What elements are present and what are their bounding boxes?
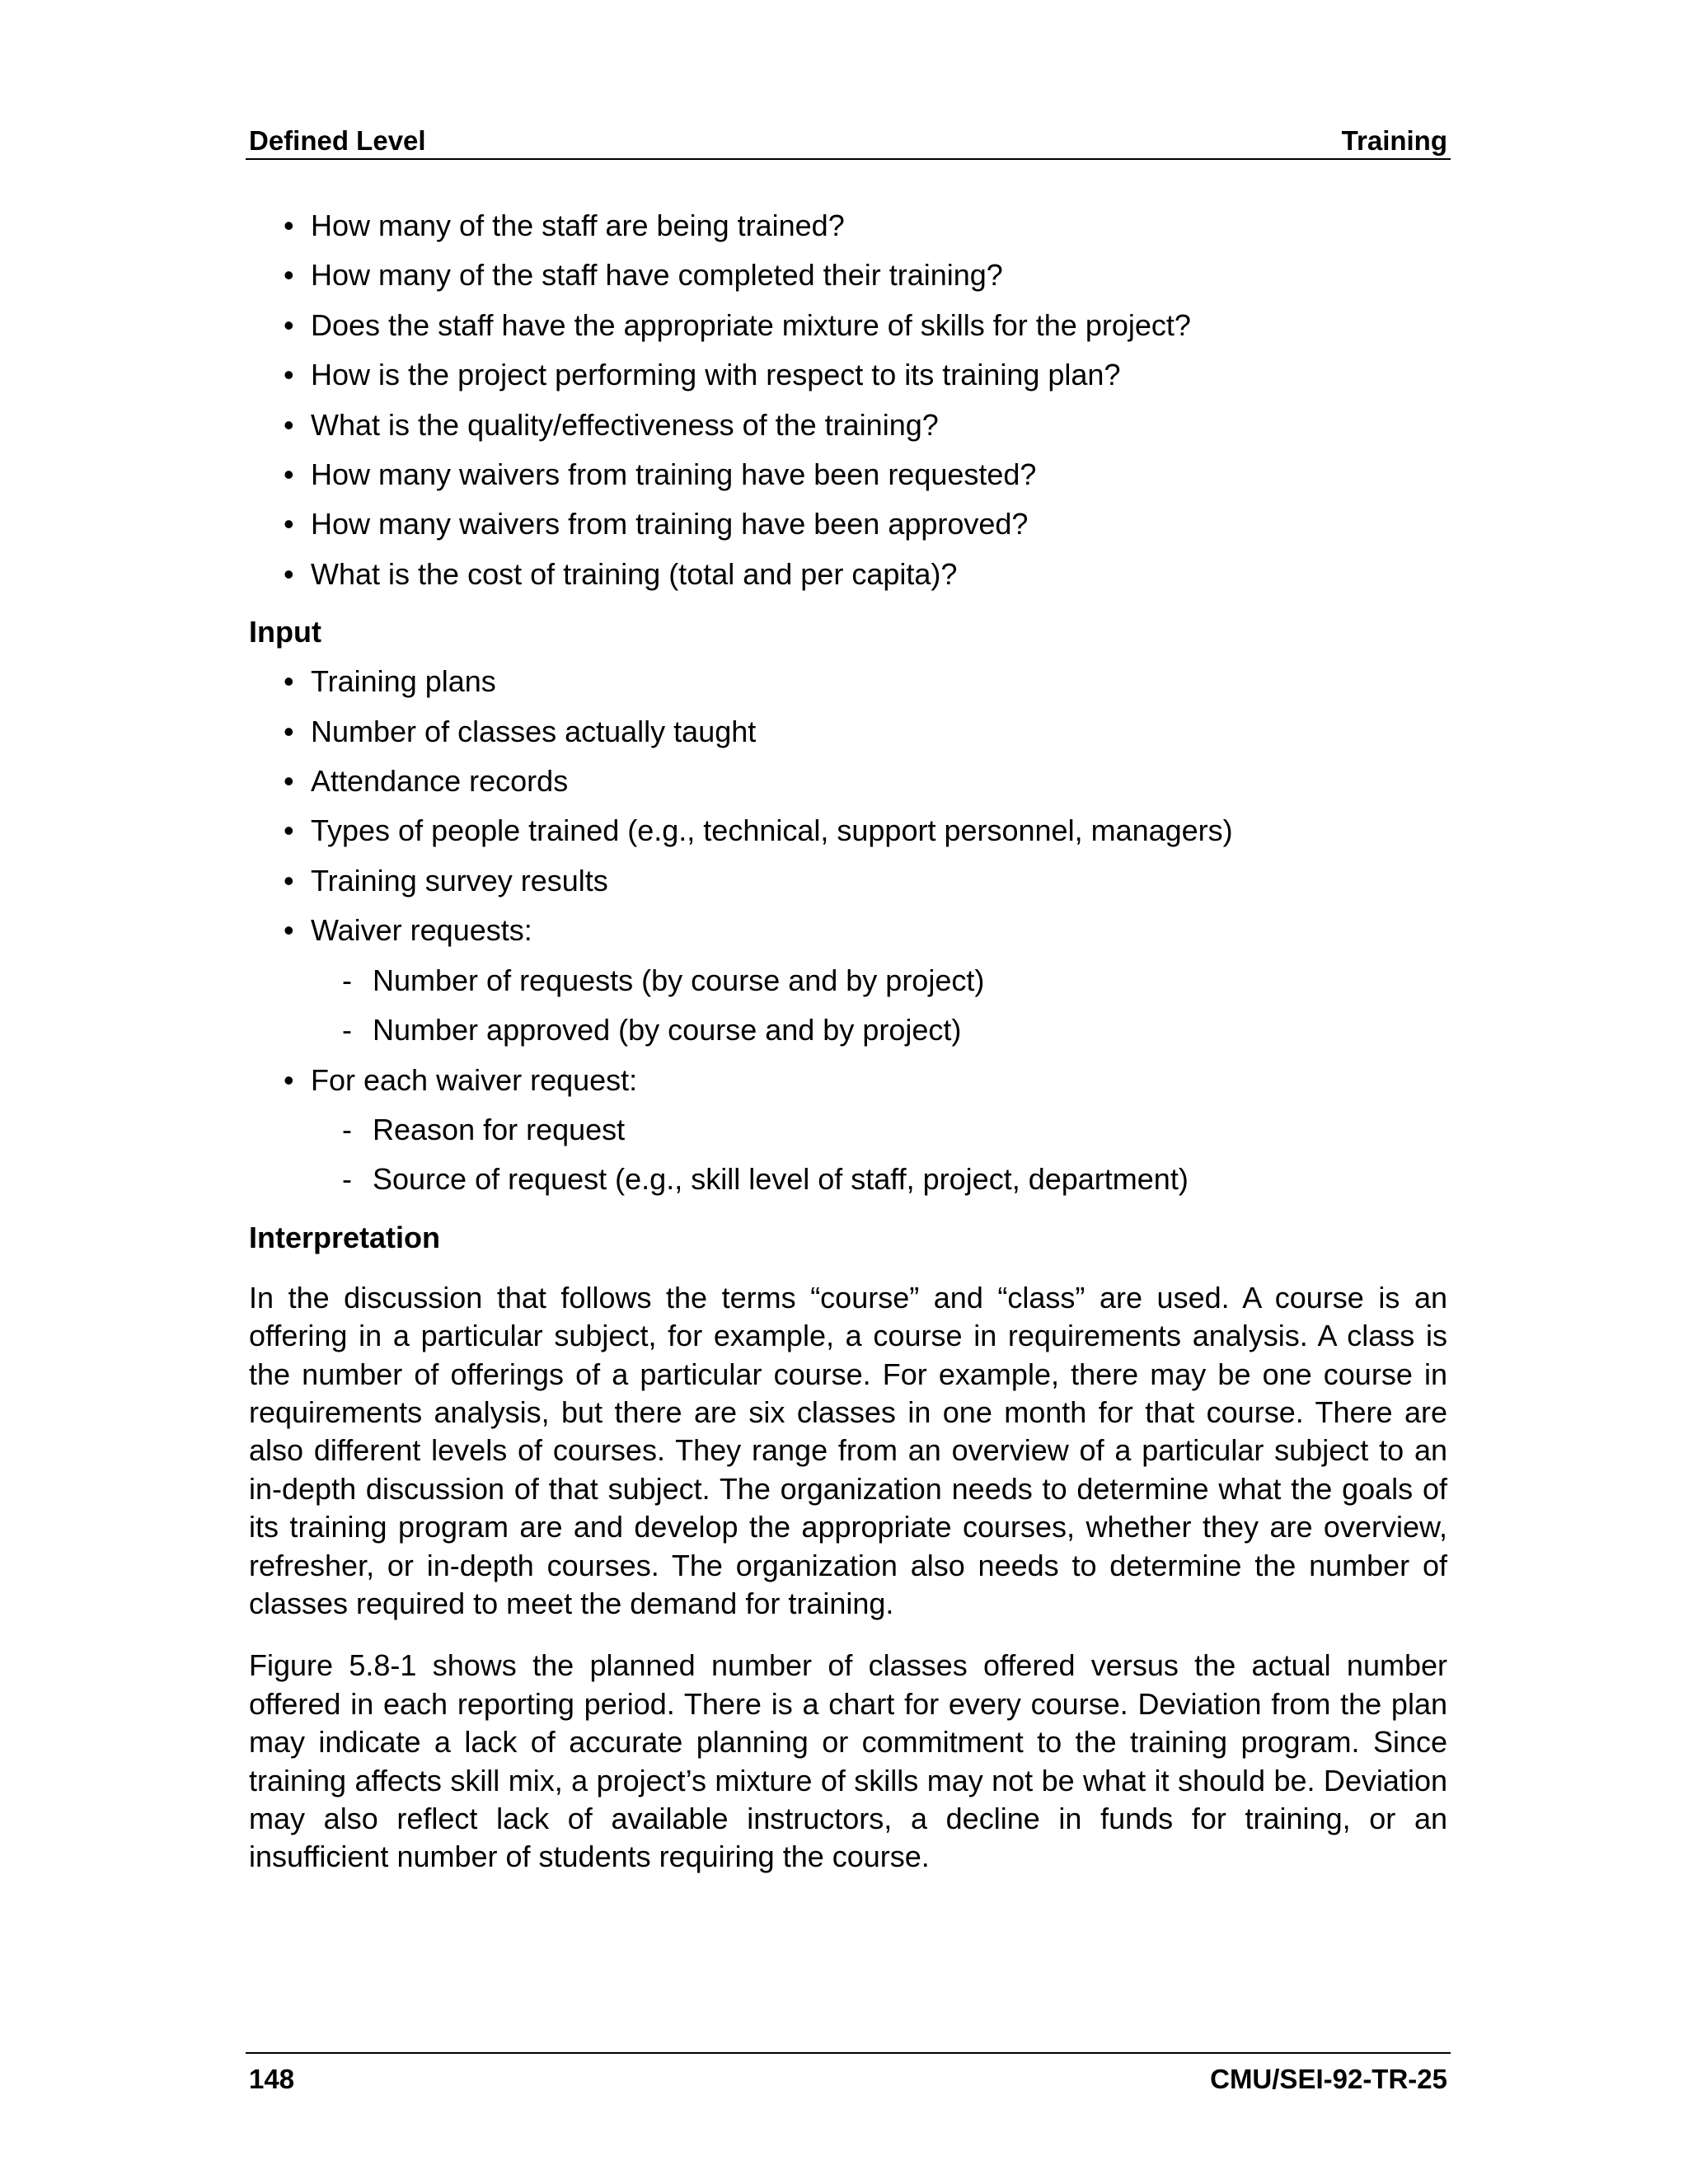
- list-item: • How many of the staff have completed their training?: [284, 258, 1003, 293]
- waiver-sublist: [311, 956, 1447, 1056]
- document-id: CMU/SEI-92-TR-25: [1210, 2064, 1447, 2094]
- list-item: • Waiver requests: - Number of requests (by course and by project) - Number approved (by course and by project): [249, 906, 1447, 1055]
- list-item: • How many of the staff are being trained?: [284, 209, 845, 242]
- list-item: • For each waiver request: - Reason for request - Source of request (e.g., skill level of staff, project, department): [249, 1056, 1447, 1205]
- input-list: [249, 657, 1447, 1204]
- header-section-title: Defined Level: [249, 125, 426, 156]
- list-item: • What is the quality/effectiveness of the training?: [284, 407, 939, 442]
- running-footer: [246, 2052, 1451, 2094]
- running-header: [246, 124, 1451, 160]
- sub-list-item: - Number approved (by course and by project): [342, 1013, 962, 1047]
- document-page: [246, 0, 1451, 2184]
- per-request-sublist: [311, 1105, 1447, 1205]
- sub-list-item: - Source of request (e.g., skill level of staff, project, department): [342, 1162, 1189, 1197]
- list-item: • Training survey results: [284, 863, 608, 898]
- list-item: • Training plans: [284, 664, 496, 699]
- sub-list-item: - Reason for request: [342, 1112, 626, 1146]
- list-item: • Number of classes actually taught: [284, 714, 757, 748]
- input-heading: Input: [249, 615, 321, 649]
- list-item: • Attendance records: [284, 764, 569, 799]
- interpretation-heading: Interpretation: [249, 1220, 441, 1254]
- list-item: • What is the cost of training (total and per capita)?: [284, 556, 958, 591]
- page-content: [249, 201, 1447, 1877]
- interpretation-paragraph-1: In the discussion that follows the terms “course” and “class” are used. A course is an offering in a particular subject, for example, a course in requirements analysis. A class is the number of offerings of a particular course. For example, there may be one course in requirements analysis, but there are six classes in one month for that course. There are also different levels of courses. They range from an overview of a particular subject to an in-depth discussion of that subject. The organization needs to determine what the goals of its training program are and develop the appropriate courses, whether they are overview, refresher, or in-depth courses. The organization also needs to determine the number of classes required to meet the demand for training.: [249, 1280, 1447, 1620]
- list-item: • How many waivers from training have been approved?: [284, 507, 1029, 541]
- interpretation-paragraph-2: Figure 5.8-1 shows the planned number of classes offered versus the actual number offered in each reporting period. There is a chart for every course. Deviation from the plan may indicate a lack of accurate planning or commitment to the training program. Since training affects skill mix, a project’s mixture of skills may not be what it should be. Deviation may also reflect lack of available instructors, a decline in funds for training, or an insufficient number of students requiring the course.: [249, 1648, 1447, 1874]
- list-item: • How is the project performing with respect to its training plan?: [284, 358, 1121, 392]
- header-chapter-title: Training: [1341, 125, 1447, 156]
- question-list: [249, 201, 1447, 599]
- page-number: 148: [249, 2064, 295, 2094]
- list-item: • Does the staff have the appropriate mixture of skills for the project?: [284, 307, 1191, 342]
- list-item: • How many waivers from training have been requested?: [284, 457, 1037, 492]
- list-item: • Types of people trained (e.g., technical, support personnel, managers): [284, 813, 1233, 848]
- sub-list-item: - Number of requests (by course and by project): [342, 963, 985, 997]
